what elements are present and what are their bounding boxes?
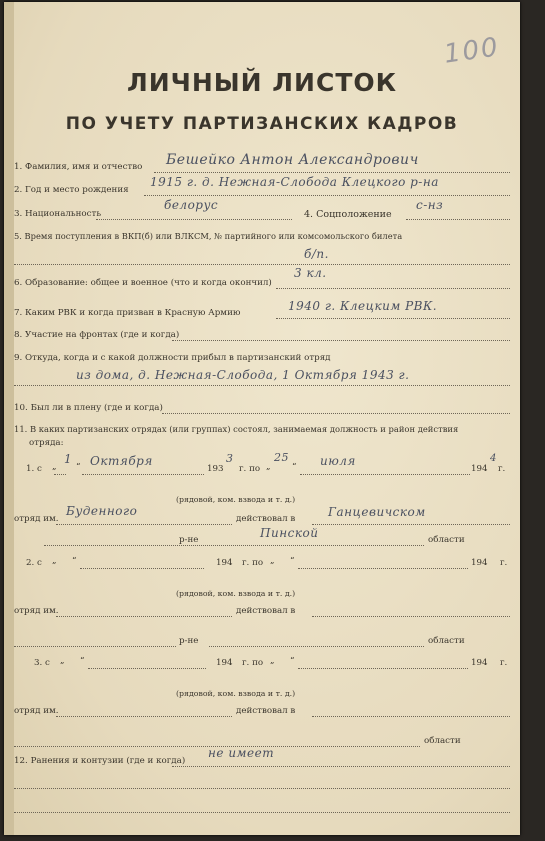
label-partisan-units: 11. В каких партизанских отрядах (или группах) состоял, занимаемая должность и район действия: [14, 424, 459, 434]
label-until: г. по: [242, 558, 264, 568]
start-year-prefix: 194: [216, 658, 233, 668]
line: [312, 616, 510, 617]
entry-number: 3. с: [34, 658, 50, 668]
label-arrival: 9. Откуда, когда и с какой должности прибыл в партизанский отряд: [14, 353, 331, 363]
value-arrival: из дома, д. Нежная-Слобода, 1 Октября 1943 г.: [76, 368, 410, 382]
line: [56, 716, 232, 717]
label-nationality: 3. Национальность: [14, 209, 102, 219]
year-suffix: г.: [498, 464, 506, 474]
line: [82, 474, 204, 475]
end-year-prefix: 194: [471, 558, 488, 568]
start-year-prefix: 193: [207, 464, 224, 474]
value-full-name: Бешейко Антон Александрович: [166, 152, 419, 168]
quote-open: „: [52, 556, 57, 566]
line: [209, 545, 424, 546]
value-wounds: не имеет: [208, 746, 275, 760]
line: [96, 219, 292, 220]
label-party-membership: 5. Время поступления в ВКП(б) или ВЛКСМ, № партийного или комсомольского билета: [14, 231, 403, 241]
label-full-name: 1. Фамилия, имя и отчество: [14, 162, 143, 172]
form-subtitle: ПО УЧЕТУ ПАРТИЗАНСКИХ КАДРОВ: [65, 114, 459, 134]
line: [88, 668, 206, 669]
label-until: г. по: [239, 464, 261, 474]
label-conscription: 7. Каким РВК и когда призван в Красную Армию: [14, 308, 241, 318]
quote-close: “: [290, 556, 295, 566]
line: [172, 340, 510, 341]
label-district: р-не: [179, 636, 199, 646]
line: [56, 524, 232, 525]
line: [209, 646, 424, 647]
quote-open: „: [60, 656, 65, 666]
end-year-prefix: 194: [471, 464, 488, 474]
quote-close: “: [72, 556, 77, 566]
year-suffix: г.: [500, 558, 508, 568]
label-wounds: 12. Ранения и контузии (где и когда): [14, 756, 186, 766]
district-value: Ганцевичском: [328, 505, 426, 519]
label-front-participation: 8. Участие на фронтах (где и когда): [14, 330, 180, 340]
value-social-status: с-нз: [416, 198, 444, 212]
quote-open: „: [270, 656, 275, 666]
end-year-digit: 4: [490, 453, 497, 464]
line: [312, 524, 510, 525]
line: [172, 766, 510, 767]
personal-record-sheet: [4, 2, 520, 835]
label-captivity: 10. Был ли в плену (где и когда): [14, 403, 163, 413]
entry-number: 2. с: [26, 558, 42, 568]
blank-line: [14, 788, 510, 789]
form-title: ЛИЧНЫЙ ЛИСТОК: [126, 68, 398, 97]
quote-close: “: [290, 656, 295, 666]
year-suffix: г.: [500, 658, 508, 668]
blank-line: [14, 812, 510, 813]
value-conscription: 1940 г. Клецким РВК.: [288, 299, 438, 313]
value-party-membership: б/п.: [304, 247, 329, 261]
line: [406, 219, 510, 220]
entry-number: 1. с: [26, 464, 42, 474]
region-value: Пинской: [260, 526, 319, 540]
line: [144, 195, 510, 196]
label-unit-name: отряд им.: [14, 706, 59, 716]
start-month: Октября: [90, 454, 153, 468]
label-unit-name: отряд им.: [14, 514, 59, 524]
start-day: 1: [64, 452, 73, 466]
line: [162, 413, 510, 414]
rank-caption: (рядовой, ком. взвода и т. д.): [176, 589, 296, 598]
value-birth: 1915 г. д. Нежная-Слобода Клецкого р-на: [150, 175, 439, 189]
label-education: 6. Образование: общее и военное (что и когда окончил): [14, 278, 272, 288]
quote-open: „: [52, 462, 57, 472]
quote-close: “: [292, 462, 297, 472]
line: [54, 474, 66, 475]
line: [14, 385, 510, 386]
line: [56, 616, 232, 617]
label-birth: 2. Год и место рождения: [14, 185, 129, 195]
label-acted-in: действовал в: [236, 514, 296, 524]
page-number: 100: [442, 32, 502, 70]
label-social-status: 4. Соцположение: [304, 209, 392, 220]
label-region: области: [428, 636, 465, 646]
label-until: г. по: [242, 658, 264, 668]
rank-caption: (рядовой, ком. взвода и т. д.): [176, 495, 296, 504]
label-region: области: [424, 736, 461, 746]
line: [154, 172, 510, 173]
end-month: июля: [320, 454, 356, 468]
rank-caption: (рядовой, ком. взвода и т. д.): [176, 689, 296, 698]
label-acted-in: действовал в: [236, 606, 296, 616]
line: [298, 668, 468, 669]
unit-name-value: Буденного: [66, 504, 138, 518]
line: [298, 568, 468, 569]
line: [80, 568, 204, 569]
value-education: 3 кл.: [294, 266, 327, 280]
label-partisan-units-2: отряда:: [29, 438, 64, 448]
line: [14, 264, 510, 265]
line: [14, 646, 176, 647]
label-region: области: [428, 535, 465, 545]
start-year-digit: 3: [226, 452, 234, 465]
line: [276, 288, 510, 289]
line: [300, 474, 470, 475]
quote-close: “: [76, 462, 81, 472]
quote-close: “: [80, 656, 85, 666]
value-nationality: белорус: [164, 198, 219, 212]
quote-open: „: [266, 462, 271, 472]
label-district: р-не: [179, 535, 199, 545]
line: [276, 318, 510, 319]
label-acted-in: действовал в: [236, 706, 296, 716]
start-year-prefix: 194: [216, 558, 233, 568]
label-unit-name: отряд им.: [14, 606, 59, 616]
end-day: 25: [274, 451, 289, 464]
line: [312, 716, 510, 717]
quote-open: „: [270, 556, 275, 566]
end-year-prefix: 194: [471, 658, 488, 668]
